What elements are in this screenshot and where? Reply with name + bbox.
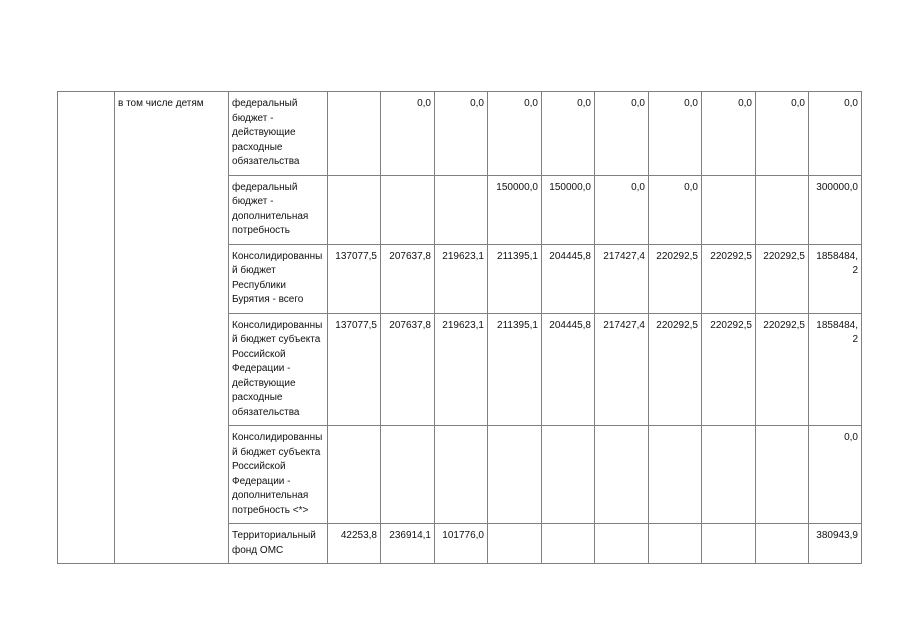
value-cell: 150000,0 [488,175,542,244]
value-cell: 137077,5 [328,313,381,426]
value-cell: 0,0 [649,92,702,176]
value-cell [435,426,488,524]
value-cell: 0,0 [595,92,649,176]
value-cell: 217427,4 [595,313,649,426]
value-cell: 219623,1 [435,244,488,313]
value-cell: 0,0 [381,92,435,176]
value-cell [649,524,702,564]
value-cell [702,426,756,524]
value-cell [328,175,381,244]
value-cell [488,426,542,524]
value-cell: 220292,5 [702,244,756,313]
value-cell: 220292,5 [756,244,809,313]
value-cell [756,524,809,564]
value-cell [542,426,595,524]
value-cell: 220292,5 [756,313,809,426]
budget-table [57,91,862,564]
value-cell: 0,0 [488,92,542,176]
value-cell: 207637,8 [381,244,435,313]
value-cell [381,175,435,244]
value-cell: 219623,1 [435,313,488,426]
value-cell [702,175,756,244]
value-cell [381,426,435,524]
budget-table-body [58,92,862,564]
value-cell: 0,0 [702,92,756,176]
value-cell: 0,0 [756,92,809,176]
value-cell: 207637,8 [381,313,435,426]
funding-source-cell: федеральный бюджет - дополнительная потребность [229,175,328,244]
value-cell: 220292,5 [702,313,756,426]
value-cell [756,175,809,244]
value-cell: 217427,4 [595,244,649,313]
funding-source-cell: Консолидированный бюджет Республики Бурятия - всего [229,244,328,313]
value-cell: 380943,9 [809,524,862,564]
value-cell: 204445,8 [542,244,595,313]
value-cell: 236914,1 [381,524,435,564]
value-cell: 101776,0 [435,524,488,564]
funding-source-cell: Консолидированный бюджет субъекта Российской Федерации - действующие расходные обязательства [229,313,328,426]
funding-source-cell: Консолидированный бюджет субъекта Российской Федерации - дополнительная потребность <*> [229,426,328,524]
value-cell [328,92,381,176]
value-cell [488,524,542,564]
value-cell: 150000,0 [542,175,595,244]
funding-source-cell: Территориальный фонд ОМС [229,524,328,564]
value-cell: 0,0 [649,175,702,244]
value-cell: 0,0 [542,92,595,176]
value-cell: 211395,1 [488,244,542,313]
value-cell: 204445,8 [542,313,595,426]
value-cell: 1858484,2 [809,244,862,313]
value-cell: 137077,5 [328,244,381,313]
row-number-cell [58,92,115,564]
value-cell: 0,0 [595,175,649,244]
value-cell [595,426,649,524]
value-cell: 1858484,2 [809,313,862,426]
value-cell [595,524,649,564]
value-cell: 220292,5 [649,244,702,313]
value-cell: 0,0 [809,92,862,176]
group-label-cell: в том числе детям [115,92,229,564]
value-cell [756,426,809,524]
value-cell [435,175,488,244]
value-cell: 42253,8 [328,524,381,564]
value-cell: 0,0 [435,92,488,176]
value-cell [542,524,595,564]
value-cell [702,524,756,564]
value-cell [328,426,381,524]
value-cell: 300000,0 [809,175,862,244]
value-cell: 220292,5 [649,313,702,426]
value-cell: 0,0 [809,426,862,524]
value-cell [649,426,702,524]
funding-source-cell: федеральный бюджет - действующие расходные обязательства [229,92,328,176]
table-row [58,92,862,176]
value-cell: 211395,1 [488,313,542,426]
